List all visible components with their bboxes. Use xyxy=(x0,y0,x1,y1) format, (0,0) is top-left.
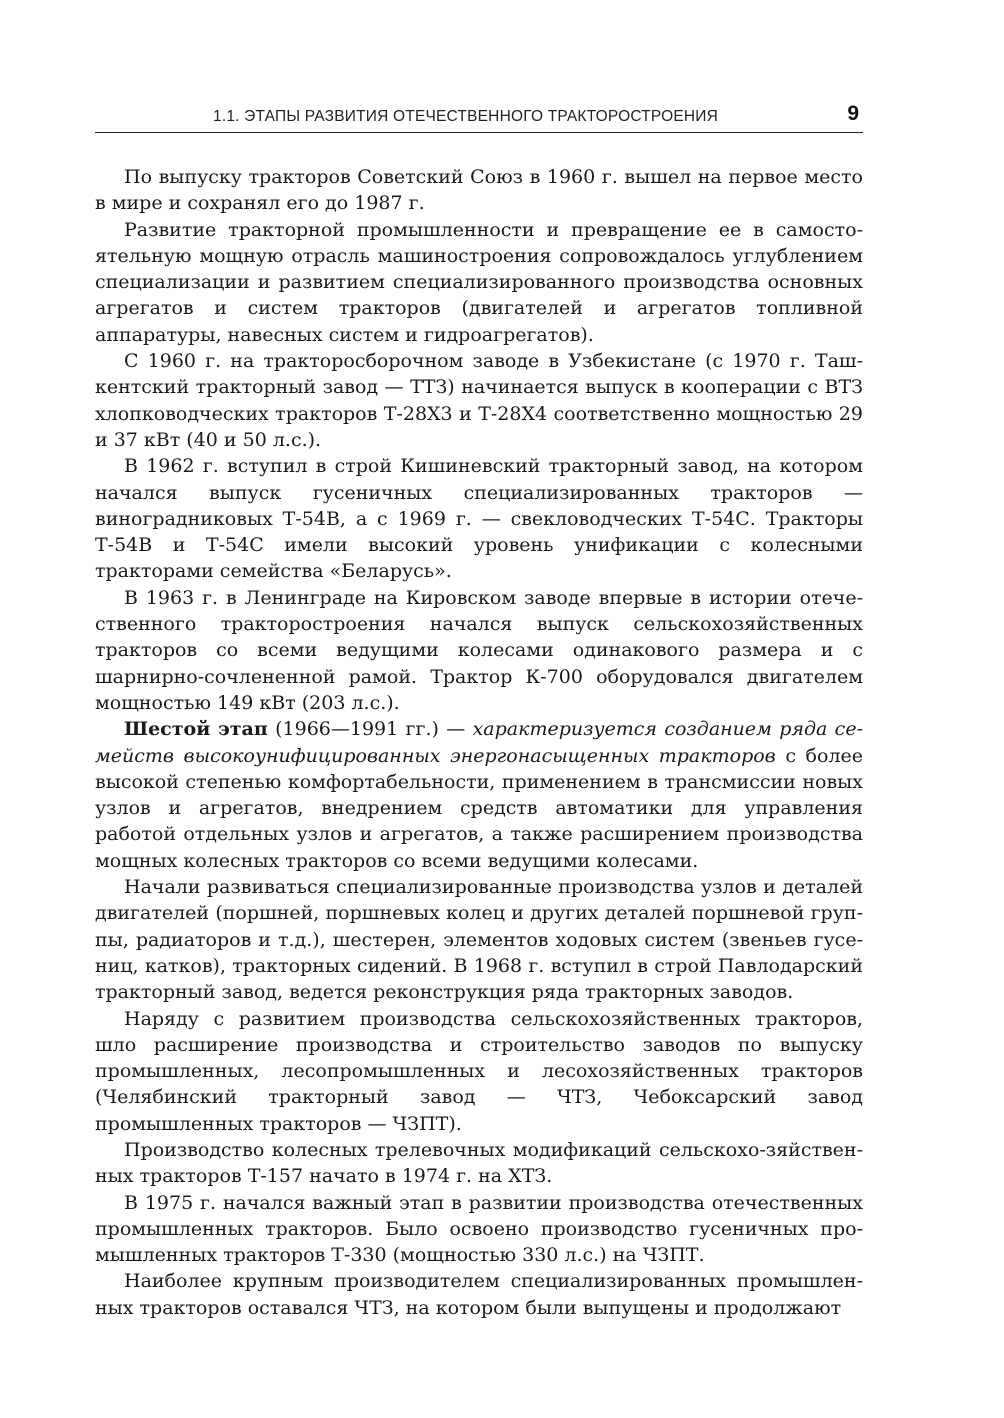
page-number: 9 xyxy=(847,102,859,125)
running-title: 1.1. ЭТАПЫ РАЗВИТИЯ ОТЕЧЕСТВЕННОГО ТРАКТОРОСТРОЕНИЯ xyxy=(213,108,718,125)
stage-six-rest: с более высокой степенью комфортабельности, применением в трансмиссии новых узлов и агрегатов, внедрением средств автоматики для управления работой отдельных узлов и агрегатов, а также расширением производства мощных колесных тракторов со всеми ведущими колесами. xyxy=(95,744,863,872)
paragraph: В 1963 г. в Ленинграде на Кировском заводе впервые в истории отечественного тракторостроения начался выпуск сельскохозяйственных тракторов со всеми ведущими колесами одинакового размера и с шарнирно-сочлененной рамой. Трактор К-700 оборудовался двигателем мощностью 149 кВт (203 л.с.). xyxy=(95,586,863,714)
running-header xyxy=(95,98,863,133)
body-text xyxy=(95,164,863,1321)
stage-six-definition: характеризуется созданием ряда семейств высокоунифицированных энергонасыщенных тракторов xyxy=(95,718,863,767)
paragraph-stage-six xyxy=(95,716,863,874)
paragraph: Развитие тракторной промышленности и превращение ее в самостоятельную мощную отрасль машиностроения сопровождалось углублением специализации и развитием специализированного производства основных агрегатов и систем тракторов (двигателей и агрегатов топливной аппаратуры, навесных систем и гидроагрегатов). xyxy=(95,218,863,346)
paragraph: Производство колесных трелевочных модификаций сельскохо-зяйственных тракторов Т-157 начато в 1974 г. на ХТЗ. xyxy=(95,1138,863,1188)
stage-six-years: (1966—1991 гг.) — xyxy=(267,718,473,741)
paragraph: Наиболее крупным производителем специализированных промышленных тракторов оставался ЧТЗ, на котором были выпущены и продолжают xyxy=(95,1270,863,1319)
paragraph: Начали развиваться специализированные производства узлов и деталей двигателей (поршней, поршневых колец и других деталей поршневой группы, радиаторов и т.д.), шестерен, элементов ходовых систем (звеньев гусениц, катков), тракторных сидений. В 1968 г. вступил в строй Павлодарский тракторный завод, ведется реконструкция ряда тракторных заводов. xyxy=(95,876,863,1004)
paragraph: С 1960 г. на тракторосборочном заводе в Узбекистане (с 1970 г. Ташкентский тракторный завод — ТТЗ) начинается выпуск в кооперации с ВТЗ хлопководческих тракторов Т-28Х3 и Т-28Х4 соответственно мощностью 29 и 37 кВт (40 и 50 л.с.). xyxy=(95,350,863,451)
paragraph: В 1975 г. начался важный этап в развитии производства отечественных промышленных тракторов. Было освоено производство гусеничных промышленных тракторов Т-330 (мощностью 330 л.с.) на ЧЗПТ. xyxy=(95,1191,863,1267)
paragraph: Наряду с развитием производства сельскохозяйственных тракторов, шло расширение производства и строительство заводов по выпуску промышленных, лесопромышленных и лесохозяйственных тракторов (Челябинский тракторный завод — ЧТЗ, Чебоксарский завод промышленных тракторов — ЧЗПТ). xyxy=(95,1007,863,1135)
paragraph: По выпуску тракторов Советский Союз в 1960 г. вышел на первое место в мире и сохранял его до 1987 г. xyxy=(95,166,863,215)
stage-six-term: Шестой этап xyxy=(124,718,268,741)
paragraph: В 1962 г. вступил в строй Кишиневский тракторный завод, на котором начался выпуск гусеничных специализированных тракторов — виноградниковых Т-54В, а с 1969 г. — свекловодческих Т-54С. Тракторы Т-54В и Т-54С имели высокий уровень унификации с колесными тракторами семейства «Беларусь». xyxy=(95,455,863,583)
